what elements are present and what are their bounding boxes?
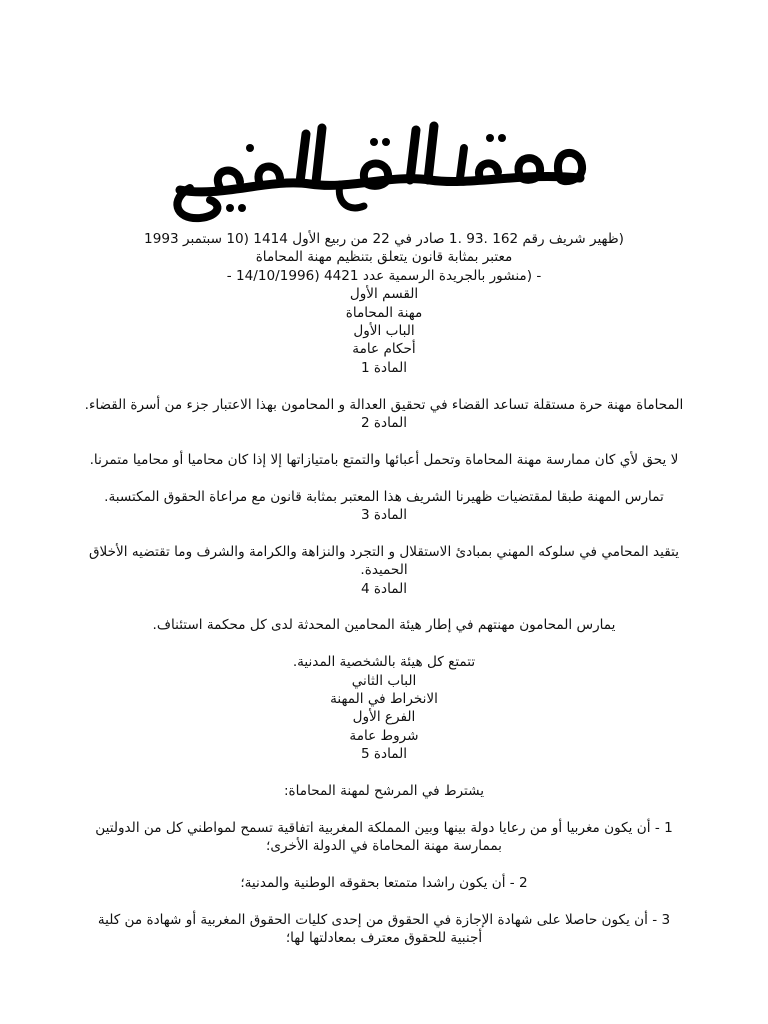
calligraphy-logo — [160, 108, 600, 226]
section-heading: القسم الأول — [349, 286, 419, 303]
article-3-heading: المادة 3 — [360, 507, 408, 524]
header-line-2: معتبر بمثابة قانون يتعلق بتنظيم مهنة المحاماة — [255, 249, 513, 266]
header-line-1: (ظهير شريف رقم 162 .93 .1 صادر في 22 من ربيع الأول 1414 (10 سبتمبر 1993 — [144, 231, 624, 247]
conditions-heading: شروط عامة — [349, 727, 419, 744]
article-2-text-2: تمارس المهنة طبقا لمقتضيات ظهيرنا الشريف هذا المعتبر بمثابة قانون مع مراعاة الحقوق المكتسبة. — [104, 488, 664, 505]
article-4-heading: المادة 4 — [360, 580, 408, 597]
calligraphy-logo-image — [160, 108, 600, 226]
law-text — [70, 230, 698, 948]
article-5-intro: يشترط في المرشح لمهنة المحاماة: — [283, 783, 485, 800]
article-5-heading: المادة 5 — [360, 746, 408, 763]
article-4-text-2: تتمتع كل هيئة بالشخصية المدنية. — [292, 654, 476, 671]
article-2-heading: المادة 2 — [360, 415, 408, 432]
article-1-text: المحاماة مهنة حرة مستقلة تساعد القضاء في تحقيق العدالة و المحامون بهذا الاعتبار جزء من أسرة القضاء. — [84, 396, 684, 413]
branch-heading: الفرع الأول — [352, 709, 416, 726]
article-5-item-2: 2 - أن يكون راشدا متمتعا بحقوقه الوطنية والمدنية؛ — [240, 875, 528, 892]
article-1-heading: المادة 1 — [360, 359, 408, 376]
article-3-text: يتقيد المحامي في سلوكه المهني بمبادئ الاستقلال و التجرد والنزاهة والكرامة والشرف وما تقتضيه الأخلاق الحميدة. — [88, 543, 680, 579]
profession-heading: مهنة المحاماة — [345, 304, 423, 321]
chapter-2-heading: الباب الثاني — [351, 672, 417, 689]
article-2-text: لا يحق لأي كان ممارسة مهنة المحاماة وتحمل أعبائها والتمتع بامتيازاتها إلا إذا كان محاميا أو محاميا متمرنا. — [89, 451, 679, 468]
admission-heading: الانخراط في المهنة — [330, 691, 438, 708]
general-provisions-heading: أحكام عامة — [352, 341, 416, 358]
article-5-item-1: 1 - أن يكون مغربيا أو من رعايا دولة بينها وبين المملكة المغربية اتفاقية تسمح لمواطني كل من الدولتين بممارسة مهنة المحاماة في الدولة الأخرى؛ — [95, 819, 673, 855]
header-line-3: - (منشور بالجريدة الرسمية عدد 4421 (14/10/1996 - — [226, 267, 542, 284]
chapter-heading: الباب الأول — [353, 323, 415, 340]
article-4-text: يمارس المحامون مهنتهم في إطار هيئة المحامين المحدثة لدى كل محكمة استئناف. — [152, 617, 616, 634]
article-5-item-3: 3 - أن يكون حاصلا على شهادة الإجازة في الحقوق من إحدى كليات الحقوق المغربية أو شهادة من كلية أجنبية للحقوق معترف بمعادلتها لها؛ — [97, 911, 671, 947]
